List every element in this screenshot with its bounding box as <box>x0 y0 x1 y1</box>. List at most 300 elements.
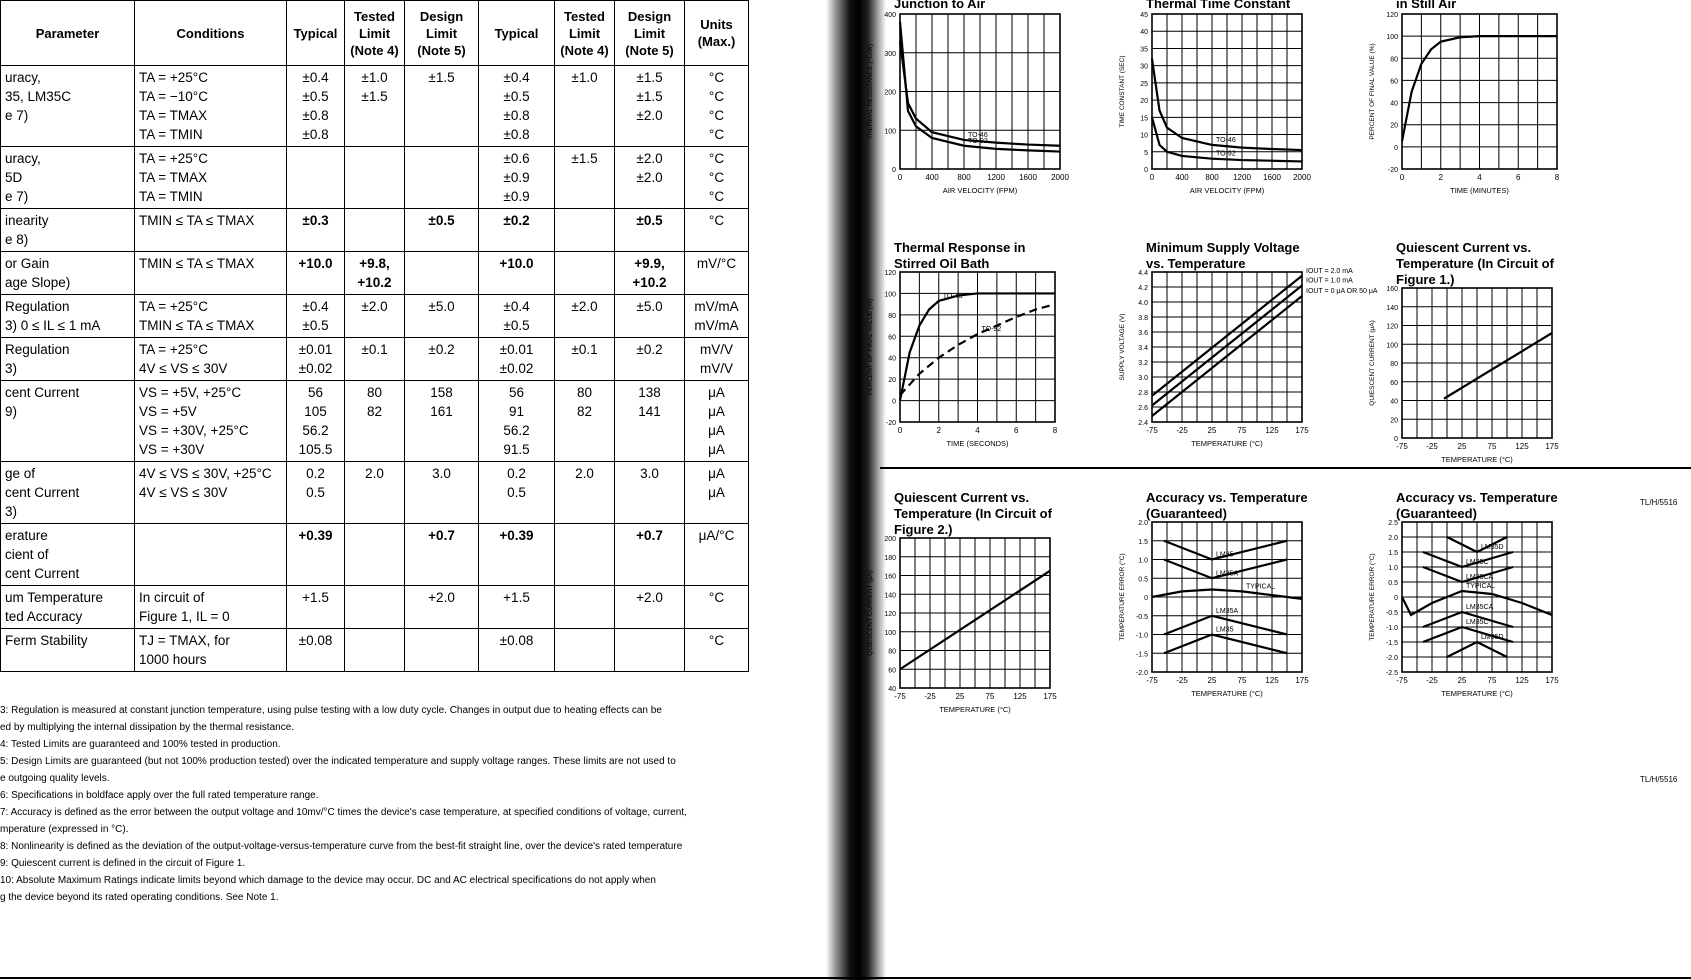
footnote: 7: Accuracy is defined as the error between the output voltage and 10mv/°C times the device's case temperature, at specified conditions of voltage, current, <box>0 807 687 818</box>
table-cell-units <box>685 524 749 586</box>
table-cell-typ2 <box>479 209 555 252</box>
y-tick-label: 2.6 <box>1138 405 1148 412</box>
chart-plot <box>1362 522 1572 712</box>
table-cell-dl2 <box>615 462 685 524</box>
x-axis-label: TIME (SECONDS) <box>946 439 1009 448</box>
x-tick-label: 800 <box>1205 173 1219 182</box>
x-tick-label: 400 <box>1175 173 1189 182</box>
cell-line: or Gain <box>5 256 50 271</box>
table-cell-typ1 <box>287 586 345 629</box>
y-tick-label: 300 <box>884 50 896 58</box>
cell-line: e 7) <box>5 189 29 204</box>
cell-line: erature <box>5 528 48 543</box>
cell-line: TA = +25°C <box>139 151 208 166</box>
table-cell-param <box>1 252 135 295</box>
x-axis-label: TEMPERATURE (°C) <box>1191 439 1263 448</box>
cell-line: 80 <box>366 385 383 400</box>
chart-6 <box>1396 240 1571 288</box>
x-tick-label: 800 <box>957 173 971 182</box>
footnote: 9: Quiescent current is defined in the circuit of Figure 1. <box>0 858 246 869</box>
spec-table-section <box>0 0 830 672</box>
cell-line: 91.5 <box>503 442 530 457</box>
cell-line: 161 <box>430 404 453 419</box>
cell-line: TA = TMAX <box>139 170 208 185</box>
cell-line: °C <box>708 213 725 228</box>
table-cell-tl1 <box>345 209 405 252</box>
x-tick-label: -25 <box>924 692 936 701</box>
table-cell-dl2 <box>615 66 685 147</box>
table-cell-typ1 <box>287 629 345 672</box>
x-tick-label: 125 <box>1265 676 1279 685</box>
y-tick-label: 1.0 <box>1388 565 1398 572</box>
cell-line: mV/V <box>699 342 733 357</box>
cell-line: cent Current <box>5 385 80 400</box>
y-tick-label: 40 <box>1140 29 1148 37</box>
cell-line: 141 <box>638 404 661 419</box>
cell-line: ±0.4 <box>503 299 530 314</box>
table-cell-cond <box>135 524 287 586</box>
x-tick-label: 1200 <box>1233 173 1251 182</box>
cell-line: VS = +30V, +25°C <box>139 423 249 438</box>
cell-line: ±1.5 <box>636 70 663 85</box>
table-cell-typ2 <box>479 295 555 338</box>
table-cell-tl2 <box>555 147 615 209</box>
table-cell-units <box>685 338 749 381</box>
chart-title: Minimum Supply Voltage vs. Temperature <box>1146 240 1300 271</box>
cell-line: ±0.08 <box>499 633 534 648</box>
cell-line: 0.2 <box>306 466 325 481</box>
cell-line: ±0.5 <box>503 89 530 104</box>
y-tick-label: 2.0 <box>1138 520 1148 527</box>
table-cell-param <box>1 338 135 381</box>
cell-line: ±1.5 <box>571 151 598 166</box>
cell-line: e 7) <box>5 108 29 123</box>
x-tick-label: 4 <box>1477 173 1482 182</box>
x-axis-label: TIME (MINUTES) <box>1450 186 1509 195</box>
y-axis-label: TEMPERATURE ERROR (°C) <box>1119 553 1126 641</box>
x-tick-label: 25 <box>955 692 965 701</box>
table-cell-dl1 <box>405 338 479 381</box>
cell-line: um Temperature <box>5 590 104 605</box>
y-tick-label: 40 <box>1390 398 1398 406</box>
cell-line: μA <box>708 485 725 500</box>
table-cell-tl1 <box>345 381 405 462</box>
table-cell-param <box>1 147 135 209</box>
cell-line: TJ = TMAX, for <box>139 633 230 648</box>
chart-title: Quiescent Current vs. Temperature (In Circuit of Figure 1.) <box>1396 240 1554 287</box>
series-label: TO-92 <box>981 326 1002 334</box>
y-tick-label: 3.4 <box>1138 345 1148 352</box>
y-tick-label: 60 <box>888 334 896 342</box>
series-label: LM35 <box>1216 551 1234 559</box>
series-label: TO-92 <box>1216 150 1236 158</box>
y-tick-label: -2.0 <box>1135 670 1148 677</box>
table-cell-param <box>1 524 135 586</box>
chart-7 <box>894 490 1069 538</box>
table-cell-typ2 <box>479 629 555 672</box>
series-label: TYPICAL <box>1246 583 1276 591</box>
x-tick-label: -25 <box>1426 442 1438 451</box>
cell-line: °C <box>708 70 725 85</box>
table-cell-cond <box>135 462 287 524</box>
footnote: mperature (expressed in °C). <box>0 824 129 835</box>
y-tick-label: 0 <box>892 398 896 406</box>
table-cell-dl2 <box>615 338 685 381</box>
table-cell-dl2 <box>615 524 685 586</box>
series-label: LM35A <box>1216 607 1239 615</box>
figure-code: TL/H/5516 <box>1640 498 1678 507</box>
cell-line: TA = TMIN <box>139 189 203 204</box>
cell-line: ±0.3 <box>302 213 329 228</box>
cell-line: ±0.4 <box>302 299 329 314</box>
cell-line: 1000 hours <box>139 652 207 667</box>
x-tick-label: -75 <box>1396 676 1408 685</box>
x-tick-label: -25 <box>1176 676 1188 685</box>
chart-3 <box>1396 0 1571 12</box>
cell-line: 5D <box>5 170 23 185</box>
cell-line: TA = +25°C <box>139 299 208 314</box>
table-cell-tl1 <box>345 629 405 672</box>
cell-line: °C <box>708 89 725 104</box>
y-tick-label: 100 <box>884 128 896 136</box>
x-tick-label: 175 <box>1545 676 1559 685</box>
cell-line: ±1.5 <box>428 70 455 85</box>
series-label: LM35A <box>1216 570 1239 578</box>
cell-line: TA = −10°C <box>139 89 208 104</box>
x-tick-label: 1600 <box>1019 173 1037 182</box>
y-tick-label: -20 <box>885 420 896 427</box>
y-tick-label: 180 <box>884 554 896 562</box>
cell-line: 3.0 <box>640 466 659 481</box>
table-row <box>1 381 749 462</box>
x-tick-label: 1200 <box>987 173 1005 182</box>
x-axis-label: AIR VELOCITY (FPM) <box>942 186 1018 195</box>
series-label: TYPICAL <box>1466 583 1496 590</box>
cell-line: +10.0 <box>499 256 534 271</box>
table-row <box>1 586 749 629</box>
table-cell-dl1 <box>405 252 479 295</box>
cell-line: Ferm Stability <box>5 633 88 648</box>
table-cell-tl1 <box>345 147 405 209</box>
cell-line: ±0.6 <box>503 151 530 166</box>
cell-line: 3) 0 ≤ IL ≤ 1 mA <box>5 318 101 333</box>
y-axis-label: TEMPERATURE ERROR (°C) <box>1369 553 1376 641</box>
x-tick-label: 125 <box>1013 692 1027 701</box>
cell-line: ±0.8 <box>503 108 530 123</box>
cell-line: 138 <box>638 385 661 400</box>
chart-title: Accuracy vs. Temperature (Guaranteed) <box>1396 490 1558 521</box>
y-tick-label: 4.2 <box>1138 285 1148 292</box>
table-cell-typ2 <box>479 524 555 586</box>
chart-2 <box>1146 0 1321 12</box>
y-tick-label: 20 <box>1140 98 1148 106</box>
chart-title: Accuracy vs. Temperature (Guaranteed) <box>1146 490 1308 521</box>
table-cell-param <box>1 295 135 338</box>
cell-line: ±0.2 <box>428 342 455 357</box>
table-cell-typ1 <box>287 209 345 252</box>
cell-line: ±0.02 <box>298 361 333 376</box>
y-tick-label: 120 <box>884 270 896 277</box>
y-axis-label: QUIESCENT CURRENT (μA) <box>1369 320 1376 406</box>
cell-line: ±0.01 <box>499 342 534 357</box>
y-tick-label: 0 <box>1394 595 1398 602</box>
table-cell-typ1 <box>287 381 345 462</box>
y-tick-label: 35 <box>1140 46 1148 54</box>
y-tick-label: 10 <box>1140 132 1148 140</box>
table-cell-typ2 <box>479 252 555 295</box>
series-label: IOUT = 1.0 mA <box>1306 277 1353 285</box>
cell-line: ±2.0 <box>636 151 663 166</box>
cell-line: uracy, <box>5 151 41 166</box>
table-cell-typ1 <box>287 66 345 147</box>
cell-line: +2.0 <box>636 590 663 605</box>
y-tick-label: 3.0 <box>1138 375 1148 382</box>
table-cell-tl2 <box>555 524 615 586</box>
cell-line: ±0.5 <box>302 89 329 104</box>
cell-line: cent Current <box>5 566 80 581</box>
footnote: 5: Design Limits are guaranteed (but not 100% production tested) over the indicated temperature and supply voltage ranges. These limits are not used to <box>0 756 676 767</box>
column-header: Tested Limit (Note 4) <box>345 1 405 66</box>
cell-line: °C <box>708 633 725 648</box>
cell-line: ±0.9 <box>503 170 530 185</box>
chart-plot <box>1362 288 1572 478</box>
y-tick-label: 80 <box>1390 361 1398 368</box>
table-cell-dl1 <box>405 66 479 147</box>
cell-line: μA <box>708 442 725 457</box>
y-tick-label: 30 <box>1140 63 1148 71</box>
table-cell-tl1 <box>345 462 405 524</box>
cell-line: μA <box>708 466 725 481</box>
x-tick-label: 25 <box>1457 442 1467 451</box>
y-tick-label: 25 <box>1140 80 1148 88</box>
y-tick-label: 20 <box>1390 122 1398 130</box>
y-tick-label: 0.5 <box>1388 580 1398 587</box>
x-tick-label: 175 <box>1545 442 1559 451</box>
table-cell-dl2 <box>615 252 685 295</box>
cell-line: ±1.0 <box>361 70 388 85</box>
y-tick-label: 400 <box>884 12 896 19</box>
cell-line: Regulation <box>5 342 70 357</box>
table-cell-dl2 <box>615 629 685 672</box>
cell-line: μA <box>708 423 725 438</box>
y-tick-label: 40 <box>1390 100 1398 108</box>
x-tick-label: 0 <box>897 426 903 435</box>
y-tick-label: 120 <box>884 611 896 618</box>
table-cell-dl2 <box>615 586 685 629</box>
cell-line: ±5.0 <box>636 299 663 314</box>
table-row <box>1 252 749 295</box>
y-tick-label: -1.0 <box>1135 632 1148 640</box>
table-cell-tl2 <box>555 629 615 672</box>
cell-line: 0.2 <box>507 466 526 481</box>
y-tick-label: 100 <box>884 629 896 637</box>
footnote: 3: Regulation is measured at constant junction temperature, using pulse testing with a low duty cycle. Changes in output due to heating effects can be <box>0 705 662 716</box>
cell-line: TA = TMAX <box>139 108 208 123</box>
table-cell-tl2 <box>555 209 615 252</box>
y-tick-label: 120 <box>1386 323 1398 331</box>
cell-line: ±1.5 <box>636 89 663 104</box>
cell-line: 105.5 <box>298 442 333 457</box>
y-tick-label: 200 <box>884 89 896 97</box>
series-label: LM35CA <box>1466 604 1494 611</box>
y-tick-label: 80 <box>888 312 896 320</box>
x-tick-label: 175 <box>1043 692 1057 701</box>
table-row <box>1 338 749 381</box>
footnote: e outgoing quality levels. <box>0 773 110 784</box>
x-tick-label: 175 <box>1295 676 1309 685</box>
cell-line: Figure 1, IL = 0 <box>139 609 230 624</box>
table-cell-typ2 <box>479 147 555 209</box>
y-tick-label: 100 <box>884 291 896 299</box>
x-tick-label: 2000 <box>1293 173 1311 182</box>
y-tick-label: 0 <box>1144 595 1148 602</box>
cell-line: 82 <box>576 404 593 419</box>
y-tick-label: 40 <box>888 686 896 693</box>
x-tick-label: 8 <box>1052 426 1058 435</box>
cell-line: ±0.02 <box>499 361 534 376</box>
cell-line: VS = +30V <box>139 442 205 457</box>
footnotes <box>0 704 810 908</box>
table-cell-units <box>685 252 749 295</box>
column-header: Parameter <box>1 1 135 66</box>
cell-line: 3.0 <box>432 466 451 481</box>
cell-line: ±0.8 <box>302 127 329 142</box>
x-tick-label: 0 <box>1399 173 1405 182</box>
table-cell-typ1 <box>287 252 345 295</box>
table-cell-tl1 <box>345 66 405 147</box>
cell-line: +10.2 <box>357 275 392 290</box>
x-tick-label: 8 <box>1554 173 1560 182</box>
y-axis-label: QUIESCENT CURRENT (μA) <box>867 570 874 656</box>
table-cell-units <box>685 462 749 524</box>
table-cell-dl1 <box>405 295 479 338</box>
cell-line: ±0.5 <box>636 213 663 228</box>
table-cell-cond <box>135 381 287 462</box>
cell-line: 56 <box>307 385 324 400</box>
table-cell-cond <box>135 338 287 381</box>
y-tick-label: 15 <box>1140 115 1148 123</box>
cell-line: ±1.0 <box>571 70 598 85</box>
column-header: Typical <box>287 1 345 66</box>
x-tick-label: 25 <box>1207 676 1217 685</box>
x-axis-label: TEMPERATURE (°C) <box>1441 455 1513 464</box>
table-cell-dl2 <box>615 209 685 252</box>
table-cell-units <box>685 295 749 338</box>
y-tick-label: -1.0 <box>1385 625 1398 632</box>
cell-line: 82 <box>366 404 383 419</box>
cell-line: mV/V <box>699 361 733 376</box>
cell-line: °C <box>708 108 725 123</box>
table-cell-typ2 <box>479 586 555 629</box>
cell-line: μA/°C <box>698 528 735 543</box>
y-tick-label: 2.4 <box>1138 420 1148 427</box>
y-tick-label: 0 <box>1144 167 1148 174</box>
cell-line: TMIN ≤ TA ≤ TMAX <box>139 256 255 271</box>
table-row <box>1 147 749 209</box>
table-cell-typ1 <box>287 295 345 338</box>
y-tick-label: 80 <box>1390 56 1398 64</box>
y-tick-label: 1.5 <box>1138 538 1148 546</box>
cell-line: +0.7 <box>428 528 455 543</box>
x-tick-label: 0 <box>897 173 903 182</box>
x-tick-label: -75 <box>1146 676 1158 685</box>
y-tick-label: -0.5 <box>1385 610 1398 617</box>
chart-title: Thermal Time Constant <box>1146 0 1291 11</box>
table-cell-typ2 <box>479 462 555 524</box>
table-cell-dl1 <box>405 209 479 252</box>
x-axis-label: TEMPERATURE (°C) <box>1191 689 1263 698</box>
cell-line: age Slope) <box>5 275 71 290</box>
table-cell-tl2 <box>555 338 615 381</box>
cell-line: 56.2 <box>302 423 329 438</box>
y-tick-label: 2.0 <box>1388 535 1398 542</box>
cell-line: ±0.5 <box>302 318 329 333</box>
series-label: TO-92 <box>968 137 988 145</box>
x-tick-label: 6 <box>1014 426 1019 435</box>
table-cell-cond <box>135 209 287 252</box>
table-cell-units <box>685 586 749 629</box>
y-tick-label: 4.4 <box>1138 270 1148 277</box>
cell-line: ±2.0 <box>636 170 663 185</box>
series-label: LM35D <box>1481 634 1504 641</box>
cell-line: +0.7 <box>636 528 663 543</box>
footnote: 4: Tested Limits are guaranteed and 100% tested in production. <box>0 739 281 750</box>
table-header-row <box>1 1 749 66</box>
x-tick-label: -75 <box>894 692 906 701</box>
cell-line: mV/mA <box>694 318 739 333</box>
x-tick-label: 1600 <box>1263 173 1281 182</box>
table-cell-tl1 <box>345 295 405 338</box>
x-tick-label: 175 <box>1295 426 1309 435</box>
cell-line: mV/mA <box>694 299 739 314</box>
cell-line: +1.5 <box>302 590 329 605</box>
cell-line: 105 <box>304 404 327 419</box>
cell-line: 4V ≤ VS ≤ 30V <box>139 361 228 376</box>
footnote: ed by multiplying the internal dissipation by the thermal resistance. <box>0 722 295 733</box>
x-tick-label: 75 <box>1487 676 1497 685</box>
table-cell-cond <box>135 147 287 209</box>
cell-line: 2.0 <box>365 466 384 481</box>
cell-line: °C <box>708 127 725 142</box>
cell-line: 0.5 <box>306 485 325 500</box>
cell-line: VS = +5V, +25°C <box>139 385 242 400</box>
footnote: 6: Specifications in boldface apply over the full rated temperature range. <box>0 790 319 801</box>
table-cell-tl1 <box>345 586 405 629</box>
series-label: LM35C <box>1466 559 1489 566</box>
cell-line: TA = TMIN <box>139 127 203 142</box>
scan-bottom-edge <box>0 977 1691 979</box>
y-tick-label: -1.5 <box>1385 640 1398 647</box>
y-axis-label: PERCENT OF FINAL VALUE (%) <box>867 298 874 396</box>
cell-line: 35, LM35C <box>5 89 72 104</box>
table-cell-typ1 <box>287 462 345 524</box>
series-label: TO-46 <box>968 131 988 139</box>
cell-line: +1.5 <box>503 590 530 605</box>
x-tick-label: 6 <box>1516 173 1521 182</box>
x-tick-label: 2000 <box>1051 173 1069 182</box>
cell-line: °C <box>708 189 725 204</box>
x-tick-label: 2 <box>1438 173 1443 182</box>
y-axis-label: THERMAL RESISTANCE (°C/W) <box>867 43 874 140</box>
table-cell-typ2 <box>479 338 555 381</box>
table-cell-typ1 <box>287 338 345 381</box>
chart-plot <box>1112 522 1322 712</box>
y-tick-label: 100 <box>1386 34 1398 42</box>
x-tick-label: 25 <box>1207 426 1217 435</box>
y-tick-label: 20 <box>888 377 896 385</box>
y-tick-label: 5 <box>1144 149 1148 157</box>
table-cell-param <box>1 629 135 672</box>
